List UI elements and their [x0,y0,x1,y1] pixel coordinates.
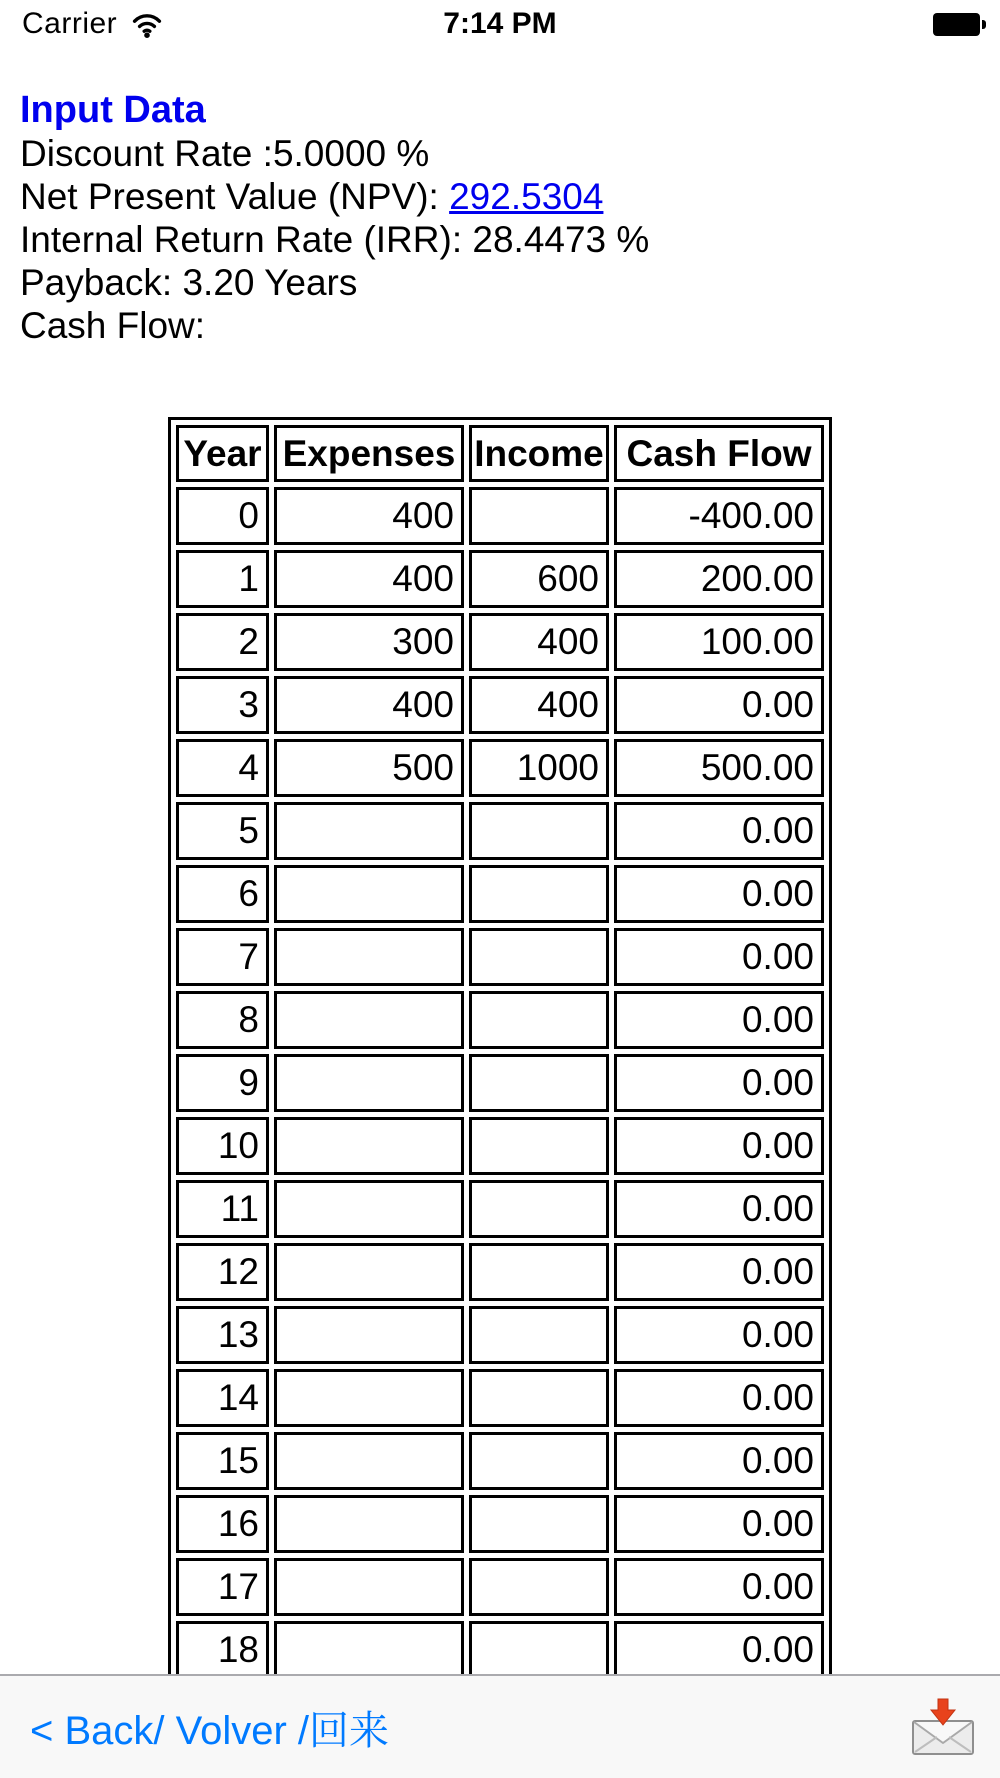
cell-income [469,802,609,860]
cell-expenses [274,1306,464,1364]
cell-cash-flow: 0.00 [614,1621,824,1679]
cell-expenses: 400 [274,487,464,545]
cell-year: 4 [176,739,269,797]
npv-value-link[interactable]: 292.5304 [449,176,604,217]
cell-cash-flow: 0.00 [614,802,824,860]
cell-income [469,1558,609,1616]
cell-cash-flow: 0.00 [614,1306,824,1364]
table-row [176,487,824,545]
cell-year: 17 [176,1558,269,1616]
cell-year: 0 [176,487,269,545]
cell-year: 8 [176,991,269,1049]
payback-line: Payback: 3.20 Years [20,262,358,303]
cell-income [469,1495,609,1553]
cell-year: 6 [176,865,269,923]
cell-cash-flow: -400.00 [614,487,824,545]
table-row [176,1054,824,1112]
cell-expenses [274,1117,464,1175]
cell-income [469,1180,609,1238]
cash-flow-label: Cash Flow: [20,305,206,346]
cell-expenses [274,1054,464,1112]
cell-cash-flow: 0.00 [614,1495,824,1553]
cell-year: 7 [176,928,269,986]
cell-income [469,928,609,986]
cell-expenses [274,991,464,1049]
table-row [176,802,824,860]
cash-flow-table-zone [0,417,1000,1687]
cell-cash-flow: 0.00 [614,1558,824,1616]
cell-expenses [274,928,464,986]
mail-export-icon [910,1745,976,1760]
cell-cash-flow: 0.00 [614,928,824,986]
cell-income [469,991,609,1049]
table-row [176,550,824,608]
table-row [176,1369,824,1427]
cell-expenses [274,1243,464,1301]
wifi-icon [130,11,164,38]
cell-cash-flow: 0.00 [614,1117,824,1175]
cell-cash-flow: 0.00 [614,1054,824,1112]
cell-expenses [274,1180,464,1238]
table-row [176,1558,824,1616]
cell-income: 400 [469,676,609,734]
cell-income [469,1117,609,1175]
cell-expenses [274,802,464,860]
cell-cash-flow: 0.00 [614,1432,824,1490]
irr-line: Internal Return Rate (IRR): 28.4473 % [20,219,650,260]
table-header-row [176,425,824,482]
table-row [176,991,824,1049]
battery-icon [933,13,986,36]
cell-income: 600 [469,550,609,608]
header-expenses: Expenses [274,425,464,482]
cell-year: 1 [176,550,269,608]
cell-cash-flow: 0.00 [614,991,824,1049]
table-row [176,1621,824,1679]
table-row [176,1243,824,1301]
status-time: 7:14 PM [443,7,557,40]
table-row [176,1306,824,1364]
cell-cash-flow: 0.00 [614,1243,824,1301]
cell-income [469,1432,609,1490]
cell-expenses: 500 [274,739,464,797]
cell-income: 400 [469,613,609,671]
cell-year: 2 [176,613,269,671]
cell-year: 11 [176,1180,269,1238]
cell-year: 14 [176,1369,269,1427]
cell-year: 12 [176,1243,269,1301]
cell-year: 9 [176,1054,269,1112]
cell-cash-flow: 0.00 [614,1180,824,1238]
cell-cash-flow: 0.00 [614,865,824,923]
bottom-toolbar [0,1674,1000,1778]
table-row [176,1432,824,1490]
cell-year: 5 [176,802,269,860]
cell-year: 15 [176,1432,269,1490]
mail-export-button[interactable] [910,1697,976,1757]
cell-cash-flow: 0.00 [614,676,824,734]
header-year: Year [176,425,269,482]
cell-expenses [274,865,464,923]
table-row [176,928,824,986]
back-link[interactable]: < Back/ Volver /回来 [30,1708,390,1753]
table-row [176,1180,824,1238]
cell-cash-flow: 200.00 [614,550,824,608]
cell-income [469,865,609,923]
cell-income [469,1054,609,1112]
table-row [176,1495,824,1553]
summary-section [0,89,1000,347]
status-bar [0,0,1000,44]
cash-flow-table-body [176,487,824,1679]
cash-flow-table [168,417,832,1687]
cell-year: 16 [176,1495,269,1553]
cell-year: 10 [176,1117,269,1175]
cell-expenses [274,1558,464,1616]
cell-income: 1000 [469,739,609,797]
page-title: Input Data [20,89,206,131]
cell-expenses: 400 [274,550,464,608]
cell-expenses [274,1495,464,1553]
cell-income [469,1243,609,1301]
table-row [176,739,824,797]
table-row [176,676,824,734]
cell-year: 13 [176,1306,269,1364]
table-row [176,865,824,923]
table-row [176,1117,824,1175]
cell-income [469,1306,609,1364]
cell-year: 18 [176,1621,269,1679]
cell-income [469,487,609,545]
discount-rate-line: Discount Rate :5.0000 % [20,133,430,174]
cell-expenses [274,1621,464,1679]
cell-cash-flow: 0.00 [614,1369,824,1427]
cell-income [469,1369,609,1427]
cell-expenses [274,1432,464,1490]
cell-year: 3 [176,676,269,734]
header-income: Income [469,425,609,482]
cell-expenses: 400 [274,676,464,734]
cell-expenses [274,1369,464,1427]
npv-line [20,175,980,218]
cell-income [469,1621,609,1679]
carrier-label: Carrier [22,7,118,40]
cell-expenses: 300 [274,613,464,671]
cell-cash-flow: 500.00 [614,739,824,797]
cell-cash-flow: 100.00 [614,613,824,671]
header-cash-flow: Cash Flow [614,425,824,482]
table-row [176,613,824,671]
npv-label: Net Present Value (NPV): [20,176,450,217]
